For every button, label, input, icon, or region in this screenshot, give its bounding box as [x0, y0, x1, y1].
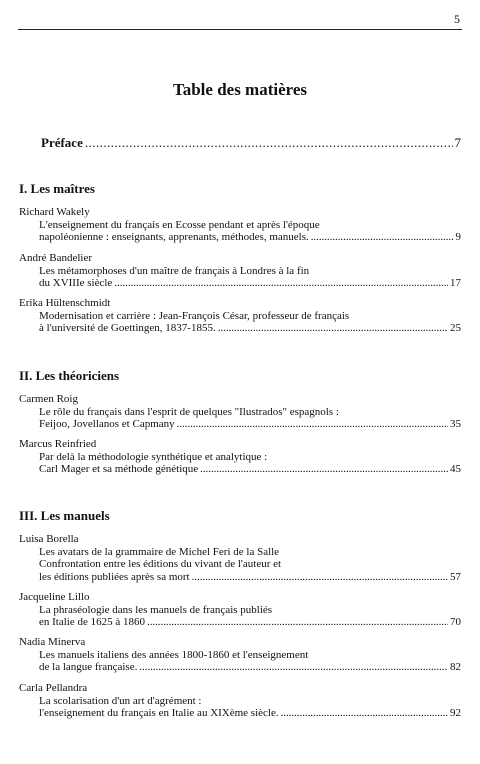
- leader-dots: [114, 277, 448, 290]
- leader-dots: [200, 463, 448, 476]
- entry-title-line: L'enseignement du français en Ecosse pendant et après l'époque: [39, 218, 320, 231]
- entry-author: Luisa Borella: [19, 533, 79, 545]
- toc-entry: [19, 682, 461, 720]
- page-ref: 57: [450, 570, 461, 583]
- entry-title-last-line: [19, 707, 461, 720]
- entry-author: Richard Wakely: [19, 206, 90, 218]
- entry-author: Marcus Reinfried: [19, 438, 97, 450]
- leader-dots: [139, 661, 448, 674]
- entry-author: Nadia Minerva: [19, 636, 86, 648]
- entry-title-text: en Italie de 1625 à 1860: [39, 616, 145, 628]
- header-rule: [18, 29, 462, 30]
- entry-title-line: La phraséologie dans les manuels de français publiés: [39, 603, 273, 616]
- page-ref: 9: [455, 231, 461, 243]
- entry-title-line: Les avatars de la grammaire de Michel Feri de la Salle: [39, 545, 280, 558]
- leader-dots: [85, 135, 453, 151]
- entry-title-last-line: [19, 616, 461, 629]
- section-heading: III. Les manuels: [19, 508, 110, 523]
- entry-author: André Bandelier: [19, 252, 92, 264]
- toc-entry: [19, 252, 461, 290]
- toc-entry: [19, 297, 461, 335]
- preface-label: Préface: [41, 135, 83, 150]
- leader-dots: [147, 616, 448, 629]
- section-heading: I. Les maîtres: [19, 181, 95, 196]
- entry-title-line: Modernisation et carrière : Jean-François César, professeur de français: [39, 309, 350, 322]
- toc-entry: [19, 393, 461, 431]
- page-ref: 70: [450, 616, 461, 628]
- entry-title-text: les éditions publiées après sa mort: [39, 570, 190, 583]
- page-number: 5: [454, 12, 460, 26]
- entry-title-last-line: [19, 661, 461, 674]
- page-ref: 45: [450, 463, 461, 475]
- entry-title-text: l'enseignement du français en Italie au XIXème siècle.: [39, 707, 279, 719]
- entry-title-line: La scolarisation d'un art d'agrément :: [39, 694, 202, 707]
- entry-title-last-line: [19, 322, 461, 335]
- entry-author: Jacqueline Lillo: [19, 591, 90, 603]
- toc-entry: [19, 533, 461, 583]
- entry-author: Carla Pellandra: [19, 682, 88, 694]
- leader-dots: [311, 231, 454, 244]
- entry-title-last-line: [19, 571, 461, 584]
- entry-title-text: de la langue française.: [39, 661, 138, 673]
- entry-title-line: Les manuels italiens des années 1800-1860 et l'enseignement: [39, 648, 309, 661]
- entry-title-text: Feijoo, Jovellanos et Capmany: [39, 418, 175, 430]
- entry-title-line: Le rôle du français dans l'esprit de quelques "Ilustrados" espagnols :: [39, 405, 339, 418]
- entry-title-text: Carl Mager et sa méthode génétique: [39, 463, 199, 475]
- leader-dots: [177, 418, 448, 431]
- toc-entry: [19, 438, 461, 476]
- entry-title-text: du XVIIIe siècle: [39, 277, 113, 289]
- toc-entry: [19, 206, 461, 244]
- entry-title-last-line: [19, 277, 461, 290]
- page-ref: 92: [450, 707, 461, 719]
- entry-author: Erika Hültenschmidt: [19, 297, 111, 309]
- entry-title-text: napoléonienne : enseignants, apprenants, méthodes, manuels.: [39, 231, 309, 243]
- page-ref: 17: [450, 277, 461, 289]
- leader-dots: [192, 571, 448, 584]
- page-title: Table des matières: [172, 80, 308, 99]
- leader-dots: [218, 322, 448, 335]
- entry-title-line: Par delà la méthodologie synthétique et analytique :: [39, 450, 268, 463]
- entry-title-line: Confrontation entre les éditions du vivant de l'auteur et: [39, 558, 282, 570]
- toc-entry-preface: [41, 135, 461, 151]
- toc-entry: [19, 636, 461, 674]
- entry-title-line: Les métamorphoses d'un maître de français à Londres à la fin: [39, 264, 310, 277]
- page-ref: 7: [454, 135, 461, 150]
- leader-dots: [281, 707, 448, 720]
- entry-title-last-line: [19, 231, 461, 244]
- entry-title-last-line: [19, 418, 461, 431]
- page-ref: 82: [450, 661, 461, 673]
- entry-title-text: à l'université de Goettingen, 1837-1855.: [39, 322, 216, 334]
- toc-entry: [19, 591, 461, 629]
- entry-title-last-line: [19, 463, 461, 476]
- page-ref: 35: [450, 418, 461, 430]
- page-ref: 25: [450, 322, 461, 334]
- entry-author: Carmen Roig: [19, 393, 78, 405]
- section-heading: II. Les théoriciens: [19, 368, 120, 383]
